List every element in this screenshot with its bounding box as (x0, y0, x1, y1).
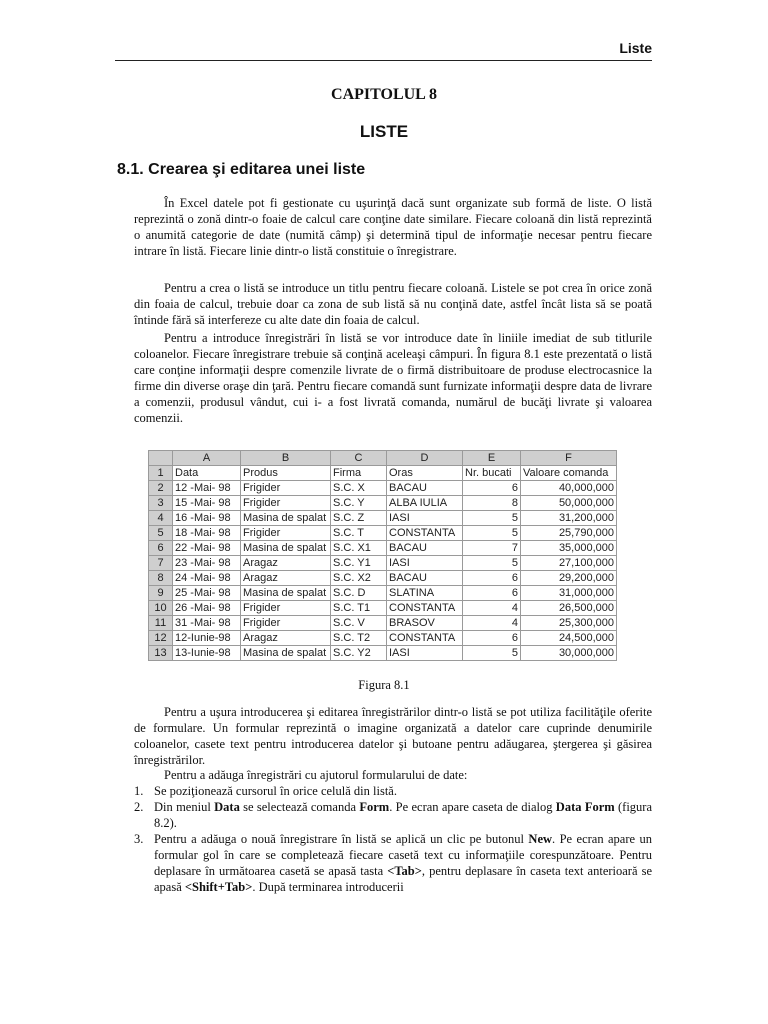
cell-date: 23 -Mai- 98 (173, 556, 241, 571)
column-header: F (521, 451, 617, 466)
step-number: 3. (134, 832, 144, 846)
step-text: Din meniul (154, 800, 215, 814)
list-item (134, 831, 652, 895)
cell-quantity: 5 (463, 556, 521, 571)
cell-date: 26 -Mai- 98 (173, 601, 241, 616)
cell-company: S.C. Y2 (331, 646, 387, 661)
cell-value: 26,500,000 (521, 601, 617, 616)
cell-value: 24,500,000 (521, 631, 617, 646)
cell-company: S.C. X (331, 481, 387, 496)
paragraph-records: Pentru a introduce înregistrări în listă se vor introduce date în liniile imediat de sub titlurile coloanelor. Fiecare înregistrare trebuie să conţină aceleaşi câmpuri. În figura 8.1 este prezentată o listă care conţine informaţii despre comenzile livrate de o firmă distribuitoare de produse electrocasnice la firme din diverse oraşe din ţară. Pentru fiecare comandă sunt furnizate informaţii despre data de livrare a comenzii, produsul vândut, cui i- a fost livrată comanda, numărul de bucăţi livrate şi valoarea comenzii. (134, 331, 652, 425)
cell-city: ALBA IULIA (387, 496, 463, 511)
table-row (149, 586, 617, 601)
list-item (134, 799, 652, 831)
keyword: Data (214, 800, 240, 814)
step-text: , pentru deplasare în caseta text anterioară se apasă (154, 864, 652, 894)
cell-product: Masina de spalat (241, 511, 331, 526)
column-header-row (149, 451, 617, 466)
cell-product: Frigider (241, 481, 331, 496)
paragraph-create-list: Pentru a crea o listă se introduce un titlu pentru fiecare coloană. Listele se pot crea în orice zonă din foaia de calcul, trebuie doar ca zona de sub listă să nu conţină date, astfel încât lista să se poată întinde fără să interfereze cu alte date din foaia de calcul. (134, 281, 652, 327)
row-number: 3 (149, 496, 173, 511)
cell-city: BACAU (387, 541, 463, 556)
row-number: 2 (149, 481, 173, 496)
table-row (149, 526, 617, 541)
row-number: 7 (149, 556, 173, 571)
step-text: se selectează comanda (239, 800, 360, 814)
cell-city: CONSTANTA (387, 526, 463, 541)
cell-city: CONSTANTA (387, 631, 463, 646)
cell-company: S.C. Y1 (331, 556, 387, 571)
column-header: A (173, 451, 241, 466)
table-row (149, 481, 617, 496)
row-number: 1 (149, 466, 173, 481)
column-header: D (387, 451, 463, 466)
cell-company: S.C. T (331, 526, 387, 541)
column-header: C (331, 451, 387, 466)
cell-company: S.C. Y (331, 496, 387, 511)
column-header: B (241, 451, 331, 466)
cell-product: Frigider (241, 616, 331, 631)
step-text: Se poziţionează cursorul în orice celulă din listă. (154, 784, 397, 798)
row-number: 8 (149, 571, 173, 586)
row-number: 9 (149, 586, 173, 601)
cell-value: 27,100,000 (521, 556, 617, 571)
cell-product: Frigider (241, 601, 331, 616)
paragraph-forms: Pentru a uşura introducerea şi editarea înregistrărilor dintr-o listă se pot utiliza facilităţile oferite de formulare. Un formular reprezintă o imagine organizată a datelor care cuprinde denumirile coloanelor, casete text pentru introducerea datelor şi butoane pentru adăugarea, ştergerea şi găsirea înregistrărilor. (134, 705, 652, 767)
step-text: . Pe ecran apare caseta de dialog (389, 800, 556, 814)
cell-product: Aragaz (241, 571, 331, 586)
table-row (149, 511, 617, 526)
table-row (149, 616, 617, 631)
row-number: 5 (149, 526, 173, 541)
cell-quantity: 8 (463, 496, 521, 511)
cell-city: IASI (387, 511, 463, 526)
row-number: 6 (149, 541, 173, 556)
header-cell: Valoare comanda (521, 466, 617, 481)
steps-list (134, 783, 652, 895)
cell-city: BACAU (387, 571, 463, 586)
chapter-title: LISTE (359, 122, 409, 141)
row-number: 10 (149, 601, 173, 616)
cell-city: CONSTANTA (387, 601, 463, 616)
step-number: 2. (134, 800, 144, 814)
cell-quantity: 5 (463, 526, 521, 541)
cell-date: 12 -Mai- 98 (173, 481, 241, 496)
table-row (149, 601, 617, 616)
list-item (134, 783, 652, 799)
section-title: 8.1. Crearea şi editarea unei liste (117, 161, 366, 178)
cell-value: 25,300,000 (521, 616, 617, 631)
header-cell: Data (173, 466, 241, 481)
keyword: <Tab> (387, 864, 422, 878)
cell-date: 18 -Mai- 98 (173, 526, 241, 541)
chapter-label: CAPITOLUL 8 (331, 86, 437, 103)
cell-product: Masina de spalat (241, 646, 331, 661)
paragraph-add-records: Pentru a adăuga înregistrări cu ajutorul formularului de date: (164, 768, 468, 782)
cell-quantity: 6 (463, 586, 521, 601)
cell-date: 31 -Mai- 98 (173, 616, 241, 631)
cell-company: S.C. Z (331, 511, 387, 526)
cell-value: 31,000,000 (521, 586, 617, 601)
cell-value: 50,000,000 (521, 496, 617, 511)
cell-quantity: 6 (463, 481, 521, 496)
keyword: Data Form (555, 800, 615, 814)
cell-date: 24 -Mai- 98 (173, 571, 241, 586)
keyword: <Shift+Tab> (184, 880, 253, 894)
row-number: 4 (149, 511, 173, 526)
cell-value: 40,000,000 (521, 481, 617, 496)
cell-city: IASI (387, 646, 463, 661)
figure-caption: Figura 8.1 (358, 678, 410, 692)
running-header: Liste (115, 40, 652, 61)
cell-product: Frigider (241, 496, 331, 511)
cell-product: Aragaz (241, 631, 331, 646)
cell-quantity: 4 (463, 601, 521, 616)
cell-date: 15 -Mai- 98 (173, 496, 241, 511)
cell-company: S.C. X2 (331, 571, 387, 586)
cell-quantity: 5 (463, 511, 521, 526)
cell-date: 16 -Mai- 98 (173, 511, 241, 526)
row-number: 13 (149, 646, 173, 661)
header-cell: Nr. bucati (463, 466, 521, 481)
table-row (149, 556, 617, 571)
cell-product: Masina de spalat (241, 586, 331, 601)
cell-quantity: 4 (463, 616, 521, 631)
header-cell: Firma (331, 466, 387, 481)
header-cell: Produs (241, 466, 331, 481)
row-number: 11 (149, 616, 173, 631)
cell-quantity: 7 (463, 541, 521, 556)
cell-date: 22 -Mai- 98 (173, 541, 241, 556)
table-row (149, 646, 617, 661)
table-row (149, 571, 617, 586)
cell-date: 12-Iunie-98 (173, 631, 241, 646)
table-row (149, 496, 617, 511)
cell-quantity: 6 (463, 571, 521, 586)
cell-value: 25,790,000 (521, 526, 617, 541)
keyword: Form (359, 800, 390, 814)
step-text: Pentru a adăuga o nouă înregistrare în listă se aplică un clic pe butonul (154, 832, 529, 846)
cell-value: 31,200,000 (521, 511, 617, 526)
cell-company: S.C. V (331, 616, 387, 631)
cell-company: S.C. D (331, 586, 387, 601)
cell-company: S.C. T2 (331, 631, 387, 646)
cell-value: 30,000,000 (521, 646, 617, 661)
table-row (149, 541, 617, 556)
corner-cell (149, 451, 173, 466)
cell-city: BRASOV (387, 616, 463, 631)
keyword: New (528, 832, 553, 846)
cell-date: 13-Iunie-98 (173, 646, 241, 661)
step-text: . Pe ecran apare un formular gol în care se completează fiecare casetă text cu informaţiile corespunzătoare. Pentru deplasare în următoarea casetă se apasă tasta (154, 832, 652, 878)
cell-city: BACAU (387, 481, 463, 496)
column-header: E (463, 451, 521, 466)
cell-company: S.C. T1 (331, 601, 387, 616)
step-number: 1. (134, 784, 144, 798)
cell-company: S.C. X1 (331, 541, 387, 556)
table-row (149, 631, 617, 646)
cell-date: 25 -Mai- 98 (173, 586, 241, 601)
row-number: 12 (149, 631, 173, 646)
step-text: (figura 8.2). (154, 800, 653, 830)
step-text: . După terminarea introducerii (252, 880, 404, 894)
header-cell: Oras (387, 466, 463, 481)
spreadsheet-figure (148, 450, 617, 661)
cell-quantity: 5 (463, 646, 521, 661)
cell-value: 29,200,000 (521, 571, 617, 586)
cell-city: SLATINA (387, 586, 463, 601)
cell-value: 35,000,000 (521, 541, 617, 556)
cell-product: Masina de spalat (241, 541, 331, 556)
paragraph-intro: În Excel datele pot fi gestionate cu uşurinţă dacă sunt organizate sub formă de liste. O listă reprezintă o zonă dintr-o foaie de calcul care conţine date similare. Fiecare coloană din listă reprezintă o anumită categorie de date (numită câmp) şi determină tipul de informaţie necesar pentru fiecare intrare în listă. Fiecare linie dintr-o listă constituie o înregistrare. (134, 196, 652, 258)
cell-city: IASI (387, 556, 463, 571)
cell-product: Aragaz (241, 556, 331, 571)
cell-quantity: 6 (463, 631, 521, 646)
table-header-row (149, 466, 617, 481)
cell-product: Frigider (241, 526, 331, 541)
